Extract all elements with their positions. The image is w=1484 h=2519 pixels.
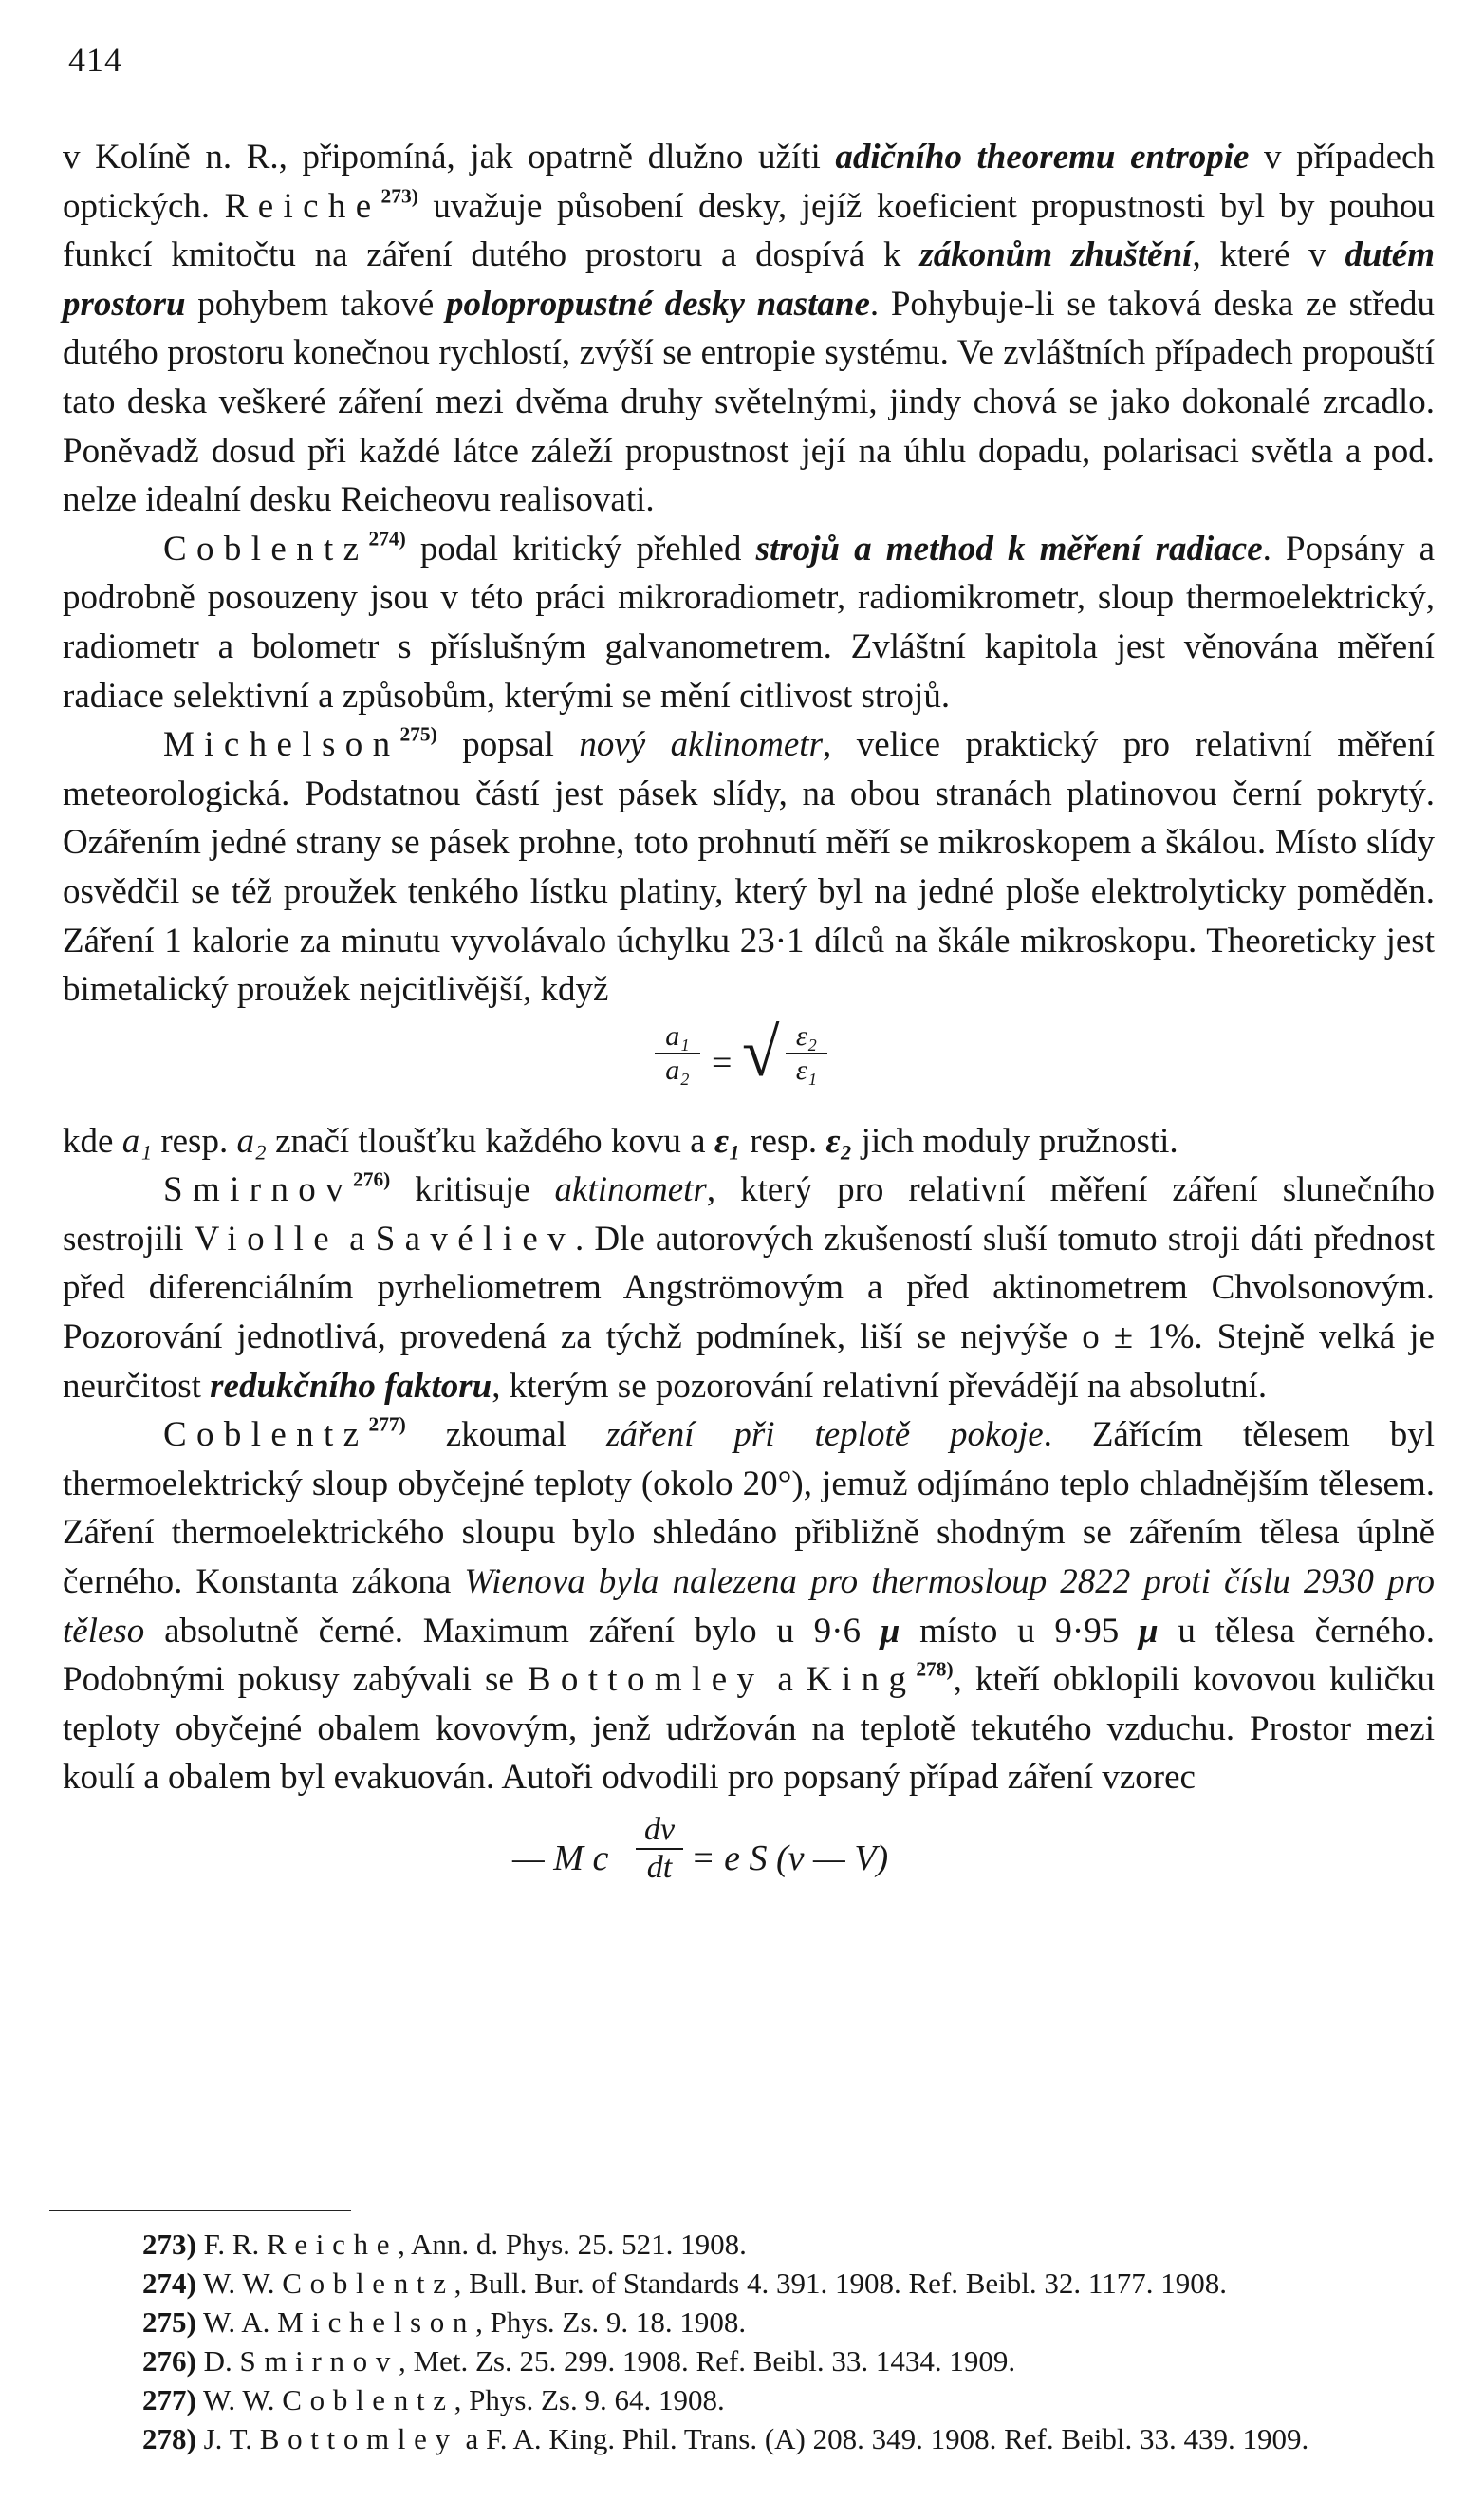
author-name: Reiche bbox=[267, 2228, 399, 2261]
main-text bbox=[63, 133, 1435, 1907]
footnote: 273) F. R. Reiche, Ann. d. Phys. 25. 521. 1908. bbox=[142, 2228, 747, 2261]
footnote-label: 277) bbox=[142, 2383, 196, 2416]
paragraph-michelson: Michelson$^{275)}$ popsal nový aklinometr, velice praktický pro relativní měření meteorologická. Podstatnou částí jest pásek slídy, na obou stranách platinovou černí pokrytý. Ozářením jedné strany se pásek prohne, toto prohnutí měří se mikroskopem a škálou. Místo slídy osvědčil se též proužek tenkého lístku platiny, který byl na jedné ploše elektrolyticky poměděn. Záření 1 kalorie za minutu vyvolávalo úchylku 23·1 dílců na škále mikroskopu. Theoreticky jest bimetalický proužek nejcitlivější, když bbox=[63, 722, 1435, 1010]
fraction-a1-a2: a₁ a₂ bbox=[655, 1020, 700, 1087]
author-name: Michelson bbox=[277, 2305, 476, 2339]
paragraph-reiche: v Kolíně n. R., připomíná, jak opatrně dlužno užíti adičního theoremu entropie v případech optických. Reiche$^{273)}$ uvažuje působení desky, jejíž koeficient propustnosti byl by pouhou funkcí kmitočtu na záření dutého prostoru a dospívá k zákonům zhuštění, které v dutém prostoru pohybem takové polopropustné desky nastane. Pohybuje-li se taková deska ze středu dutého prostoru konečnou rychlostí, zvýší se entropie systému. Ve zvláštních případech propouští tato deska veškeré záření mezi dvěma druhy světelnými, jindy chová se jako dokonalé zrcadlo. Poněvadž dosud při každé látce záleží propustnost její na úhlu dopadu, polarisaci světla a pod. nelze idealní desku Reicheovu realisovati. bbox=[63, 138, 1435, 520]
footnotes bbox=[63, 2225, 1435, 2458]
paragraph-coblentz-2: Coblentz$^{277)}$ zkoumal záření při teplotě pokoje. Zářícím tělesem byl thermoelektrický sloup obyčejné teploty (okolo 20°), jemuž odjímáno teplo chladnějším tělesem. Záření thermoelektrického sloupu bylo shledáno přibližně shodným se zářením tělesa úplně černého. Konstanta zákona Wienova byla nalezena pro thermosloup 2822 proti číslu 2930 pro těleso absolutně černé. Maximum záření bylo u 9·6 μ místo u 9·95 μ u tělesa černého. Podobnými pokusy zabývali se Bottomley a King$^{278)}$, kteří obklopili kovovou kuličku teploty obyčejné obalem kovovým, jenž udržován na teplotě tekutého vzduchu. Prostor mezi koulí a obalem byl evakuován. Autoři odvodili pro popsaný případ záření vzorec bbox=[63, 1412, 1435, 1798]
footnote-label: 276) bbox=[142, 2344, 196, 2378]
author-name: Reiche bbox=[224, 186, 381, 226]
author-name: Smirnov bbox=[163, 1170, 353, 1210]
footnote-ref: 273) bbox=[380, 184, 418, 208]
formula-radiation: — M c dv dt = e S (v — V) bbox=[512, 1812, 889, 1885]
footnote-ref: 275) bbox=[399, 722, 437, 746]
author-name: Smirnov bbox=[239, 2344, 399, 2378]
equals-sign: = bbox=[712, 1042, 733, 1083]
footnote-ref: 277) bbox=[368, 1412, 406, 1436]
footnote-label: 278) bbox=[142, 2422, 196, 2455]
footnote: 278) J. T. Bottomley a F. A. King. Phil. Trans. (A) 208. 349. 1908. Ref. Beibl. 33. 439. 1909. bbox=[142, 2422, 1309, 2455]
footnote-label: 273) bbox=[142, 2228, 196, 2261]
paragraph-where: kde a₁ resp. a₂ značí tloušťku každého kovu a ε₁ resp. ε₂ jich moduly pružnosti. bbox=[63, 1121, 1178, 1161]
page-number: 414 bbox=[68, 41, 122, 79]
footnote-separator bbox=[49, 2210, 351, 2211]
square-root-sign: √ bbox=[742, 1014, 780, 1091]
author-name: Coblentz bbox=[163, 1415, 369, 1455]
author-name: Michelson bbox=[163, 725, 400, 765]
author-name: Bottomley bbox=[259, 2422, 458, 2455]
author-name: Coblentz bbox=[163, 529, 369, 569]
footnote: 276) D. Smirnov, Met. Zs. 25. 299. 1908. Ref. Beibl. 33. 1434. 1909. bbox=[142, 2344, 1016, 2378]
author-name: Coblentz bbox=[282, 2383, 454, 2416]
fraction-e2-e1: ε₂ ε₁ bbox=[786, 1020, 827, 1087]
paragraph-smirnov: Smirnov$^{276)}$ kritisuje aktinometr, který pro relativní měření záření slunečního sestrojili Violle a Savéliev. Dle autorových zkušeností sluší tomuto stroji dáti přednost před diferenciálním pyrheliometrem Angströmovým a před aktinometrem Chvolsonovým. Pozorování jednotlivá, provedená za týchž podmínek, liší se nejvýše o ± 1%. Stejně velká je neurčitost redukčního faktoru, kterým se pozorování relativní převádějí na absolutní. bbox=[63, 1167, 1435, 1406]
author-name: Coblentz bbox=[282, 2267, 454, 2300]
footnote-label: 275) bbox=[142, 2305, 196, 2339]
footnote-ref: 278) bbox=[916, 1657, 954, 1681]
footnote: 277) W. W. Coblentz, Phys. Zs. 9. 64. 1908. bbox=[142, 2383, 725, 2416]
footnote-ref: 274) bbox=[368, 527, 406, 550]
footnote: 275) W. A. Michelson, Phys. Zs. 9. 18. 1908. bbox=[142, 2305, 747, 2339]
formula-thickness-ratio bbox=[63, 1015, 1435, 1117]
footnote-label: 274) bbox=[142, 2267, 196, 2300]
footnote-ref: 276) bbox=[352, 1167, 391, 1191]
footnote: 274) W. W. Coblentz, Bull. Bur. of Standards 4. 391. 1908. Ref. Beibl. 32. 1177. 1908. bbox=[142, 2267, 1227, 2300]
fraction-dv-dt: dv dt bbox=[636, 1812, 683, 1886]
paragraph-coblentz-1: Coblentz$^{274)}$ podal kritický přehled strojů a method k měření radiace. Popsány a podrobně posouzeny jsou v této práci mikroradiometr, radiomikrometr, sloup thermoelektrický, radiometr a bolometr s příslušným galvanometrem. Zvláštní kapitola jest věnována měření radiace selektivní a způsobům, kterými se mění citlivost strojů. bbox=[63, 527, 1435, 716]
